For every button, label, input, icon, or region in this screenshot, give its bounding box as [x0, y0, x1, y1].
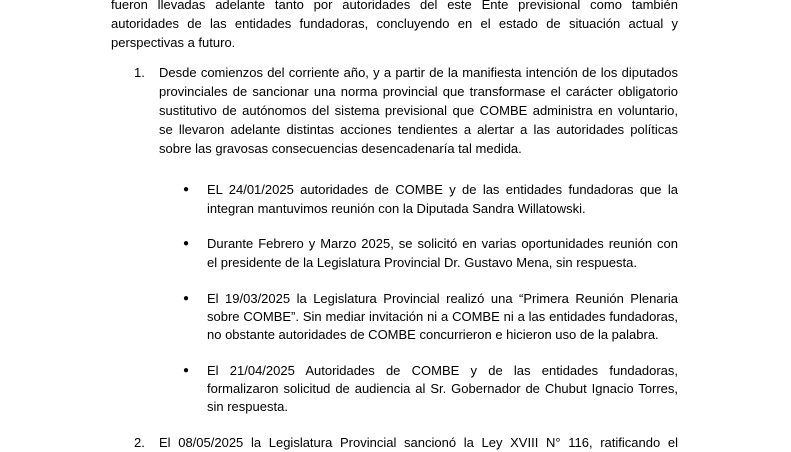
bullet-line: no obstante autoridades de COMBE concurrieron e hicieron uso de la palabra. — [207, 327, 659, 342]
item-line: Desde comienzos del corriente año, y a partir de la manifiesta intención de los diputados — [159, 65, 678, 80]
item-line: provinciales de sancionar una norma provincial que transformase el carácter obligatorio — [159, 84, 678, 99]
bullet-icon: ● — [183, 293, 190, 304]
item-line: se llevaron adelante distintas acciones tendientes a alertar a las autoridades políticas — [159, 122, 678, 137]
item-line: sobre las gravosas consecuencias desencadenaría tal medida. — [159, 141, 522, 156]
item-line: sustitutivo de autónomos del sistema previsional que COMBE administra en voluntario, — [159, 103, 678, 118]
intro-line: perspectivas a futuro. — [111, 35, 236, 50]
bullet-line: integran mantuvimos reunión con la Diputada Sandra Willatowski. — [207, 201, 586, 216]
bullet-icon: ● — [183, 184, 190, 195]
bullet-line: El 21/04/2025 Autoridades de COMBE y de las entidades fundadoras, — [207, 363, 678, 378]
list-number: 2. — [134, 435, 145, 450]
bullet-line: sin respuesta. — [207, 399, 288, 414]
bullet-line: sobre COMBE”. Sin mediar invitación ni a COMBE ni a las entidades fundadoras, — [207, 309, 678, 324]
intro-line: fueron llevadas adelante tanto por autoridades del este Ente previsional como también — [111, 0, 678, 12]
bullet-icon: ● — [183, 365, 190, 376]
item-line: El 08/05/2025 la Legislatura Provincial sancionó la Ley XVIII N° 116, ratificando el — [159, 435, 678, 450]
list-number: 1. — [134, 65, 145, 80]
bullet-line: formalizaron solicitud de audiencia al Sr. Gobernador de Chubut Ignacio Torres, — [207, 381, 678, 396]
bullet-line: EL 24/01/2025 autoridades de COMBE y de las entidades fundadoras que la — [207, 182, 678, 197]
bullet-line: El 19/03/2025 la Legislatura Provincial realizó una “Primera Reunión Plenaria — [207, 291, 678, 306]
intro-line: autoridades de las entidades fundadoras, concluyendo en el estado de situación actual y — [111, 16, 678, 31]
bullet-line: Durante Febrero y Marzo 2025, se solicitó en varias oportunidades reunión con — [207, 236, 678, 251]
bullet-line: el presidente de la Legislatura Provincial Dr. Gustavo Mena, sin respuesta. — [207, 255, 637, 270]
bullet-icon: ● — [183, 238, 190, 249]
